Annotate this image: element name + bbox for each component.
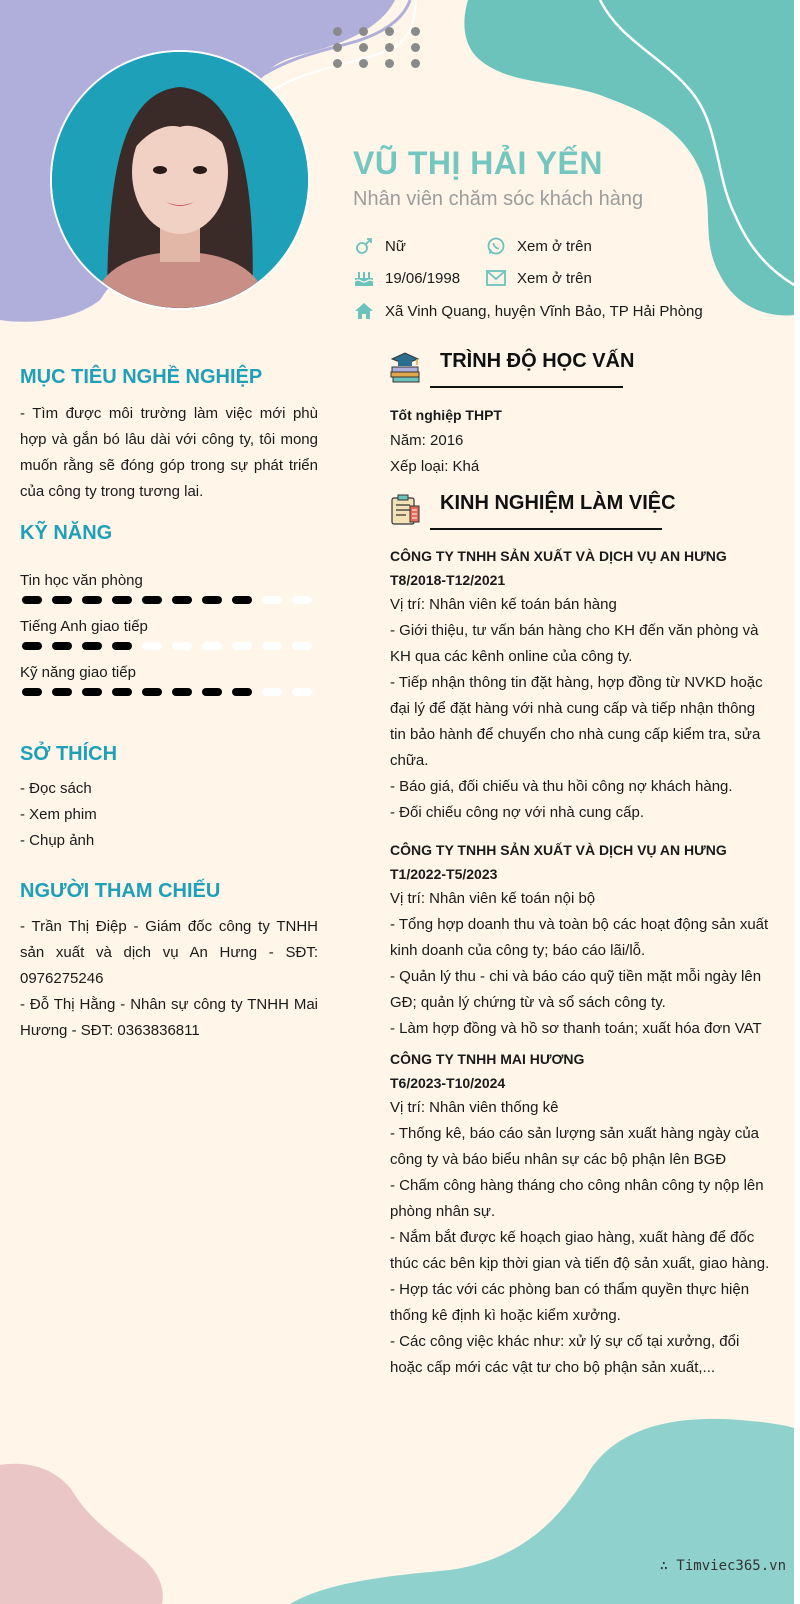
job-duty: - Hợp tác với các phòng ban có thẩm quyền thực hiện thống kê định kì hoặc kiểm xưởng. <box>390 1281 750 1324</box>
education-block <box>390 402 775 480</box>
job-duty: - Giới thiệu, tư vấn bán hàng cho KH đến văn phòng và KH qua các kênh online của công ty. <box>390 622 759 665</box>
home-icon <box>353 301 375 321</box>
skill-dash-empty <box>262 642 282 650</box>
skill-label: Tin học văn phòng <box>20 572 143 589</box>
hobbies-list <box>20 776 320 854</box>
skill-dash-filled <box>172 688 192 696</box>
skill-dash-filled <box>112 688 132 696</box>
skill-bar <box>20 640 320 652</box>
objective-text: - Tìm được môi trường làm việc mới phù hợp và gắn bó lâu dài với công ty, tôi mong muốn rằng sẽ đóng góp trong sự phát triển của công ty trong tương lai. <box>20 405 318 500</box>
skill-dash-filled <box>22 596 42 604</box>
skill-dash-filled <box>232 688 252 696</box>
job-entry <box>390 838 775 1042</box>
skill-bar <box>20 594 320 606</box>
job-duty: - Chấm công hàng tháng cho công nhân công ty nộp lên phòng nhân sự. <box>390 1177 764 1220</box>
skill-dash-filled <box>112 642 132 650</box>
job-title: Nhân viên chăm sóc khách hàng <box>353 188 644 210</box>
gender-row <box>353 236 406 256</box>
skill-dash-filled <box>172 596 192 604</box>
bottom-teal-blob <box>290 1419 794 1604</box>
hobby-item: - Xem phim <box>20 806 97 823</box>
education-underline <box>430 386 623 388</box>
skill-dash-filled <box>202 596 222 604</box>
skill-dash-empty <box>292 688 312 696</box>
email-value: Xem ở trên <box>517 269 592 287</box>
job-period: T6/2023-T10/2024 <box>390 1075 506 1091</box>
whatsapp-icon <box>485 236 507 256</box>
education-year: Năm: 2016 <box>390 432 464 449</box>
gender-value: Nữ <box>385 237 406 255</box>
job-company: CÔNG TY TNHH MAI HƯƠNG <box>390 1051 585 1067</box>
skill-dash-filled <box>52 596 72 604</box>
address-value: Xã Vinh Quang, huyện Vĩnh Bảo, TP Hải Phòng <box>385 302 703 320</box>
skill-dash-filled <box>22 688 42 696</box>
address-row <box>353 301 703 321</box>
skill-dash-empty <box>202 642 222 650</box>
skill-dash-filled <box>232 596 252 604</box>
job-duty: - Quản lý thu - chi và báo cáo quỹ tiền mặt mỗi ngày lên GĐ; quản lý chứng từ và sổ sách công ty. <box>390 968 762 1011</box>
skill-dash-empty <box>142 642 162 650</box>
job-period: T8/2018-T12/2021 <box>390 572 506 588</box>
skill-dash-filled <box>202 688 222 696</box>
skill-label: Kỹ năng giao tiếp <box>20 664 136 681</box>
skill-dash-filled <box>142 688 162 696</box>
job-company: CÔNG TY TNHH SẢN XUẤT VÀ DỊCH VỤ AN HƯNG <box>390 548 727 564</box>
references-list <box>20 914 318 1044</box>
education-grade: Xếp loại: Khá <box>390 458 480 475</box>
skill-dash-filled <box>82 596 102 604</box>
objective-title: MỤC TIÊU NGHỀ NGHIỆP <box>20 366 263 388</box>
job-duty: - Nắm bắt được kế hoạch giao hàng, xuất hàng để đốc thúc các bên kịp thời gian và tiến độ sản xuất, giao hàng. <box>390 1229 770 1272</box>
birthday-value: 19/06/1998 <box>385 269 461 287</box>
job-duty: - Các công việc khác như: xử lý sự cố tại xưởng, đổi hoặc cấp mới các vật tư cho bộ phận sản xuất,... <box>390 1333 740 1376</box>
skill-dash-filled <box>82 688 102 696</box>
phone-row <box>485 236 592 256</box>
skill-dash-filled <box>52 642 72 650</box>
skill-dash-filled <box>112 596 132 604</box>
dots-decoration <box>333 27 423 71</box>
skill-dash-empty <box>292 596 312 604</box>
candidate-name: VŨ THỊ HẢI YẾN <box>353 145 603 181</box>
birthday-row <box>353 268 460 288</box>
bottom-pink-blob <box>0 1464 163 1604</box>
skill-dash-empty <box>172 642 192 650</box>
email-row <box>485 268 592 288</box>
references-title: NGƯỜI THAM CHIẾU <box>20 880 221 902</box>
mail-icon <box>485 268 507 288</box>
skill-dash-filled <box>52 688 72 696</box>
education-title: TRÌNH ĐỘ HỌC VẤN <box>440 350 635 372</box>
skill-dash-empty <box>262 688 282 696</box>
footer-brand: ∴ Timviec365.vn <box>659 1558 786 1574</box>
job-company: CÔNG TY TNHH SẢN XUẤT VÀ DỊCH VỤ AN HƯNG <box>390 842 727 858</box>
reference-item: - Trần Thị Điệp - Giám đốc công ty TNHH sản xuất và dịch vụ An Hưng - SĐT: 0976275246 <box>20 918 318 987</box>
education-books-icon <box>388 350 422 384</box>
gender-icon <box>353 236 375 256</box>
reference-item: - Đỗ Thị Hằng - Nhân sự công ty TNHH Mai Hương - SĐT: 0363836811 <box>20 996 318 1039</box>
job-position: Vị trí: Nhân viên kế toán bán hàng <box>390 596 617 613</box>
hobby-item: - Chụp ảnh <box>20 832 95 849</box>
job-duty: - Đối chiếu công nợ với nhà cung cấp. <box>390 804 644 821</box>
hobbies-title: SỞ THÍCH <box>20 743 118 765</box>
hobby-item: - Đọc sách <box>20 780 92 797</box>
job-duty: - Báo giá, đối chiếu và thu hồi công nợ khách hàng. <box>390 778 733 795</box>
experience-clipboard-icon <box>388 492 422 526</box>
skills-title: KỸ NĂNG <box>20 522 113 544</box>
skill-dash-filled <box>142 596 162 604</box>
job-entry <box>390 1047 775 1381</box>
skill-bar <box>20 686 320 698</box>
job-position: Vị trí: Nhân viên thống kê <box>390 1099 559 1116</box>
skill-dash-empty <box>292 642 312 650</box>
job-entry <box>390 544 775 826</box>
job-period: T1/2022-T5/2023 <box>390 866 498 882</box>
experience-title: KINH NGHIỆM LÀM VIỆC <box>440 492 676 514</box>
skill-dash-filled <box>22 642 42 650</box>
birthday-icon <box>353 268 375 288</box>
phone-value: Xem ở trên <box>517 237 592 255</box>
job-duty: - Thống kê, báo cáo sản lượng sản xuất hàng ngày của công ty và báo biểu nhân sự các bộ phận lên BGĐ <box>390 1125 760 1168</box>
experience-underline <box>430 528 662 530</box>
skill-dash-empty <box>232 642 252 650</box>
skill-dash-filled <box>82 642 102 650</box>
job-duty: - Tổng hợp doanh thu và toàn bộ các hoạt động sản xuất kinh doanh của công ty; báo cáo lãi/lỗ. <box>390 916 769 959</box>
education-degree: Tốt nghiệp THPT <box>390 407 502 423</box>
job-duty: - Tiếp nhận thông tin đặt hàng, hợp đồng từ NVKD hoặc đại lý để đặt hàng với nhà cung cấp và tiếp nhận thông tin bảo hành để chuyển cho nhà cung cấp kiểm tra, sửa chữa. <box>390 674 763 769</box>
avatar-photo <box>50 50 310 310</box>
job-duty: - Làm hợp đồng và hồ sơ thanh toán; xuất hóa đơn VAT <box>390 1020 762 1037</box>
skill-dash-empty <box>262 596 282 604</box>
job-position: Vị trí: Nhân viên kế toán nội bộ <box>390 890 596 907</box>
skill-label: Tiếng Anh giao tiếp <box>20 618 148 635</box>
